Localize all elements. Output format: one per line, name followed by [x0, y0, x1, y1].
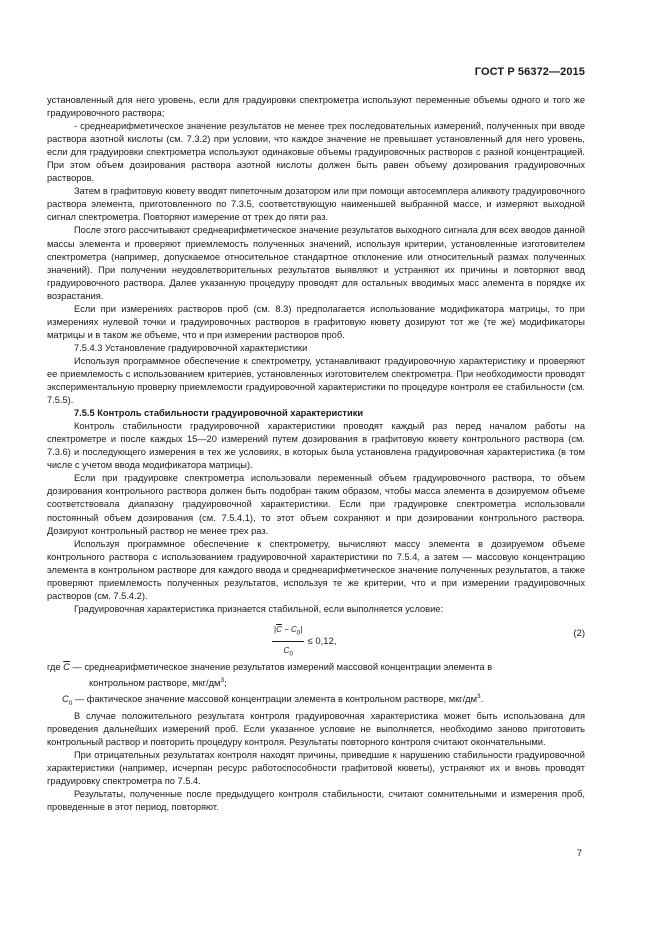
paragraph: Контроль стабильности градуировочной характеристики проводят каждый раз перед началом работы на спектрометре и после каждых 15—20 измерений путем дозирования в графитовую кювету контрольного раствора (см. 7.3.6) и последующего измерения в тех же условиях, в которых была установлена градуировочная характеристика (в том числе с учетом ввода модификатора матрицы). [47, 421, 585, 471]
subsection-heading: 7.5.4.3 Установление градуировочной характеристики [74, 342, 308, 353]
stability-formula [272, 623, 336, 660]
document-body [47, 94, 585, 814]
standard-header: ГОСТ Р 56372—2015 [474, 66, 585, 78]
formula-fraction [272, 623, 304, 660]
formula-inequality: ≤ 0,12, [307, 635, 337, 647]
c0-symbol: C [290, 624, 297, 634]
paragraph: В случае положительного результата контроля градуировочная характеристика может быть использована для проведения дальнейших измерений проб. Если указанное условие не выполняется, необходимо заново приготовить контрольный раствор и повторить процедуру контроля. Результаты повторного контроля считают окончательными. [47, 711, 585, 748]
formula-denominator: $C_0$ [283, 645, 293, 658]
paragraph: Используя программное обеспечение к спектрометру, вычисляют массу элемента в дозируемом объеме контрольного раствора с использованием градуировочной характеристики по 7.5.4, а затем — массовую концентрацию элемента в контрольном растворе для каждого ввода и среднеарифметическое значение полученных результатов, а также проверяют приемлемость полученных результатов, используя те же критерии, что и при измерении градуировочных растворов (см. 7.5.4.2). [47, 538, 585, 601]
c-bar-symbol: $\overline{C}$ [276, 624, 282, 634]
definition-c-bar: где $\overline{C}$ — среднеарифметическое значение результатов измерений массовой концентрации элемента в [47, 661, 493, 672]
paragraph: Градуировочная характеристика признается стабильной, если выполняется условие: [74, 603, 444, 614]
list-item: - среднеарифметическое значение результатов не менее трех последовательных измерений, полученных при вводе раствора азотной кислоты (см. 7.3.2) при условии, что каждое значение не превышает установленный для него уровень, если для градуировки спектрометра используют одинаковые объемы градуировочных растворов с разной концентрацией. При этом объем дозирования раствора азотной кислоты должен быть равен объему дозирования градуировочных растворов. [47, 121, 585, 184]
page-number: 7 [576, 848, 582, 858]
paragraph: Затем в графитовую кювету вводят пипеточным дозатором или при помощи автосемплера аликвоту градуировочного раствора элемента, приготовленного по 7.3.5, соответствующую наименьшей выбранной массе, и измеряют выходной сигнал спектрометра. Повторяют измерение от трех до пяти раз. [47, 186, 585, 223]
paragraph: установленный для него уровень, если для градуировки спектрометра используют переменные объемы одного и того же градуировочного раствора; [47, 95, 585, 119]
formula-numerator: $|\overline{C} - C_0|$ [272, 623, 304, 642]
equation-number: (2) [573, 627, 585, 639]
formula-block [47, 619, 585, 659]
paragraph: При отрицательных результатах контроля находят причины, приведшие к нарушению стабильности градуировочной характеристики (например, исчерпан ресурс работоспособности графитовой кюветы), устраняют их и вновь проводят градуировку спектрометра по 7.5.4. [47, 750, 585, 787]
paragraph: После этого рассчитывают среднеарифметическое значение результатов выходного сигнала для всех вводов данной массы элемента и проверяют приемлемость полученных значений, используя критерии, установленные изготовителем спектрометра (например, допускаемое относительное стандартное отклонение или относительный размах полученных значений). При получении неудовлетворительных результатов выявляют и устраняют их причины и повторяют ввод градуировочного раствора. Далее указанную процедуру проводят для остальных вводимых масс элемента в порядке их возрастания. [47, 225, 585, 301]
section-heading: 7.5.5 Контроль стабильности градуировочной характеристики [74, 408, 364, 419]
paragraph: Если при градуировке спектрометра использовали переменный объем градуировочного раствора, то объем дозирования контрольного раствора должен быть подобран таким образом, чтобы масса элемента в дозируемом объеме соответствовала диапазону градуировочной характеристики. Если при градуировке спектрометра использовали постоянный объем дозирования (см. 7.5.4.1), то этот объем сохраняют и при дозировании контрольного раствора. Дозируют контрольный раствор не менее трех раз. [47, 473, 585, 536]
paragraph: Используя программное обеспечение к спектрометру, устанавливают градуировочную характеристику и проверяют ее приемлемость с использованием критериев, установленных изготовителем спектрометра. При необходимости проводят экспериментальную проверку приемлемости градуировочной характеристики по процедуре контроля ее стабильности (см. 7.5.5). [47, 355, 585, 406]
paragraph: Если при измерениях растворов проб (см. 8.3) предполагается использование модификатора матрицы, то при измерениях нулевой точки и градуировочных растворов в графитовую кювету дозируют тот же (те же) модификаторы матрицы и в таком же объеме, что и при измерении растворов проб. [47, 303, 585, 340]
definition-c-bar-continued: контрольном растворе, мкг/$дм^3$; [89, 676, 227, 689]
paragraph: Результаты, полученные после предыдущего контроля стабильности, считают сомнительными и измерения проб, проведенные в этот период, повторяют. [47, 789, 585, 813]
definition-c0: $C_0$ — фактическое значение массовой концентрации элемента в контрольном растворе, мкг/$дм^3$. [62, 693, 484, 708]
